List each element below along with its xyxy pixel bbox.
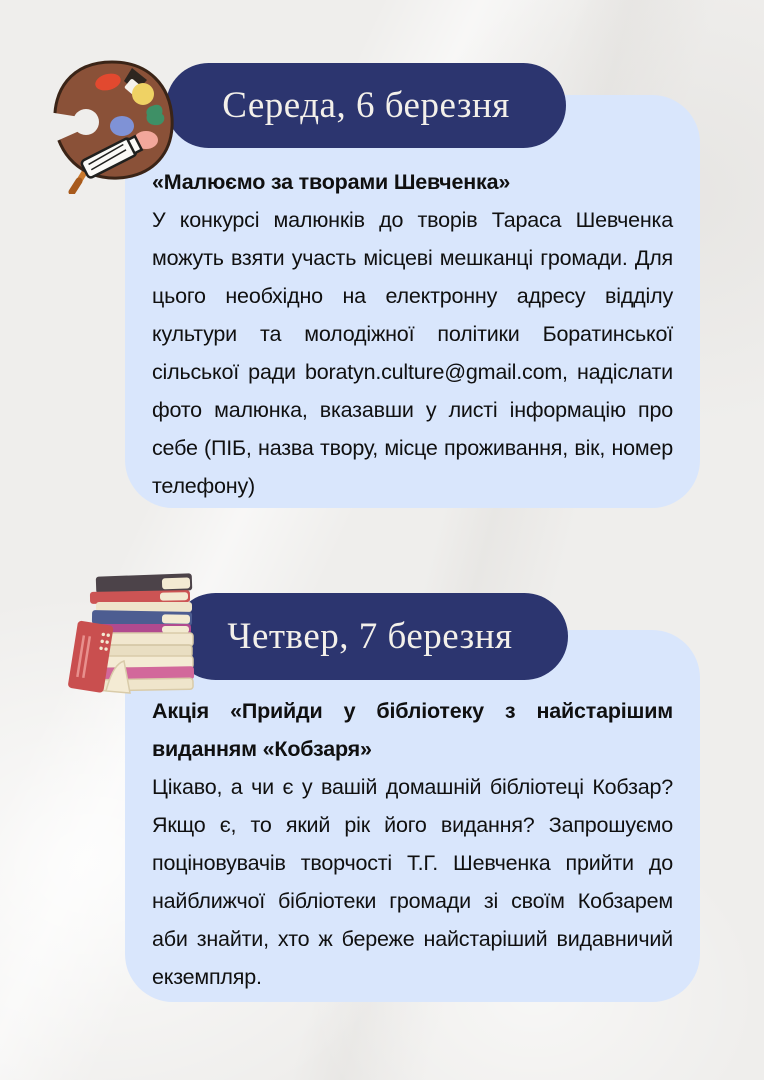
paint-palette-icon xyxy=(48,56,180,199)
date-header-thursday xyxy=(172,593,568,680)
paint-blob-blue xyxy=(110,116,134,136)
event-title: «Малюємо за творами Шевченка» xyxy=(152,170,511,194)
event-card-wednesday xyxy=(125,95,700,508)
event-description: Цікаво, а чи є у вашій домашній бібліотеці Кобзар? Якщо є, то який рік його видання? Запрошуємо поціновувачів творчості Т.Г. Шевченка прийти до найближчої бібліотеки громади зі своїм Кобзарем аби знайти, хто ж береже найстаріший видавничий екземпляр. xyxy=(152,775,673,989)
event-card-thursday xyxy=(125,630,700,1002)
paint-blob-green xyxy=(146,105,164,125)
date-header-wednesday xyxy=(166,63,566,148)
date-header-label: Четвер, 7 березня xyxy=(227,616,513,657)
paint-blob-yellow xyxy=(132,83,154,105)
event-description: У конкурсі малюнків до творів Тараса Шевченка можуть взяти участь місцеві мешканці громади. Для цього необхідно на електронну адресу відділу культури та молодіжної політики Боратинської сільської ради boratyn.culture@gmail.com, надіслати фото малюнка, вказавши у листі інформацію про себе (ПІБ, назва твору, місце проживання, вік, номер телефону) xyxy=(152,208,673,498)
books-stack-icon xyxy=(66,571,198,706)
event-title: Акція «Прийди у бібліотеку з найстарішим виданням «Кобзаря» xyxy=(152,699,673,761)
date-header-label: Середа, 6 березня xyxy=(222,85,510,126)
